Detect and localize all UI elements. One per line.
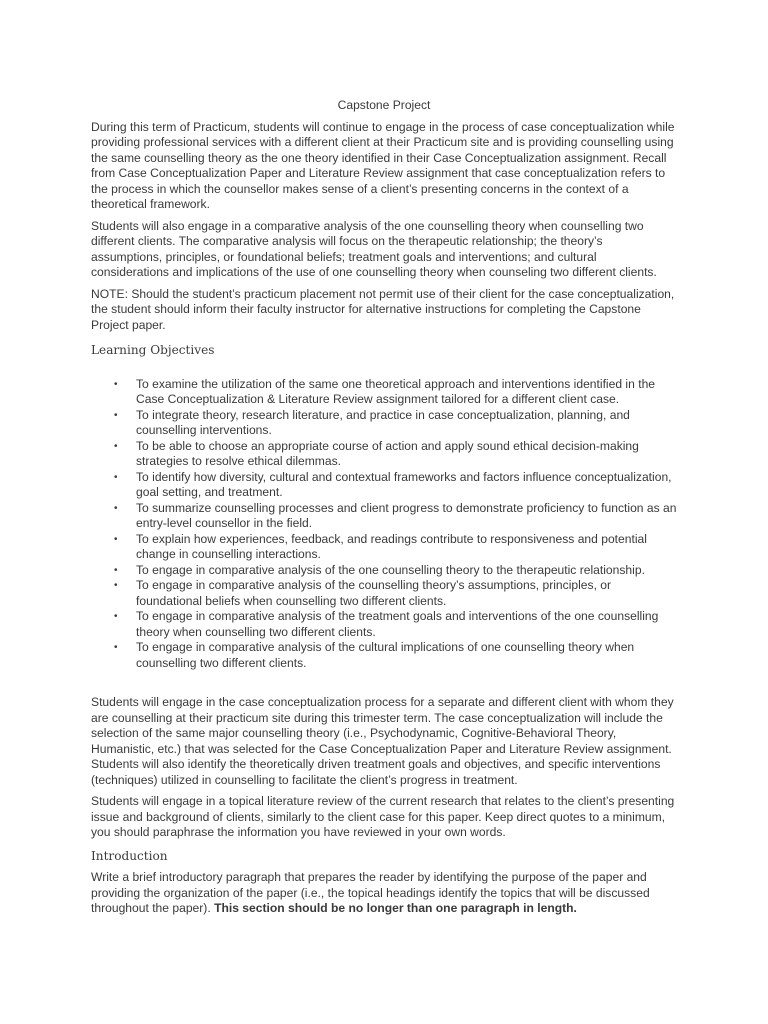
list-item bbox=[91, 640, 677, 671]
list-item bbox=[91, 439, 677, 470]
body-paragraph-1: Students will engage in the case conceptualization process for a separate and different client with whom they are counselling at their practicum site during this trimester term. The case conceptualization will include the selection of the same major counselling theory (i.e., Psychodynamic, Cognitive-Behavioral Theory, Humanistic, etc.) that was selected for the Case Conceptualization Paper and Literature Review assignment. Students will also identify the theoretically driven treatment goals and objectives, and specific interventions (techniques) utilized in counselling to facilitate the client’s progress in treatment. bbox=[91, 695, 674, 787]
list-item bbox=[91, 377, 677, 408]
list-item bbox=[91, 578, 677, 609]
list-item-text: To examine the utilization of the same one theoretical approach and interventions identified in the Case Conceptualization & Literature Review assignment tailored for a different client case. bbox=[136, 376, 656, 406]
bullet-icon: • bbox=[114, 642, 118, 653]
list-item bbox=[91, 470, 677, 501]
bullet-icon: • bbox=[114, 564, 118, 576]
introduction-heading: Introduction bbox=[91, 848, 168, 863]
list-item bbox=[91, 609, 677, 640]
learning-objectives-list bbox=[91, 377, 677, 672]
document-content bbox=[91, 98, 677, 923]
bullet-icon: • bbox=[114, 533, 118, 545]
bullet-icon: • bbox=[114, 440, 118, 452]
list-item bbox=[91, 501, 677, 532]
bullet-icon: • bbox=[114, 502, 118, 514]
body-paragraph-2: Students will engage in a topical literature review of the current research that relates to the client’s presenting issue and background of clients, similarly to the client case for this paper. Keep direct quotes to a minimum, you should paraphrase the information you have reviewed in your own words. bbox=[91, 794, 675, 839]
learning-objectives-heading: Learning Objectives bbox=[91, 343, 215, 357]
bullet-icon: • bbox=[114, 611, 118, 622]
bullet-icon: • bbox=[114, 409, 118, 421]
list-item-text: To engage in comparative analysis of the cultural implications of one counselling theory when counselling two different clients. bbox=[136, 640, 635, 670]
introduction-length-note: This section should be no longer than one paragraph in length. bbox=[214, 901, 577, 915]
document-title: Capstone Project bbox=[337, 98, 431, 112]
introduction-text: Write a brief introductory paragraph that prepares the reader by identifying the purpose of the paper and providing the organization of the paper (i.e., the topical headings identify the topics that will be discussed throughout the paper). bbox=[91, 870, 650, 915]
list-item-text: To summarize counselling processes and client progress to demonstrate proficiency to function as an entry-level counsellor in the field. bbox=[136, 500, 677, 530]
list-item bbox=[91, 408, 677, 439]
list-item bbox=[91, 532, 677, 563]
list-item-text: To explain how experiences, feedback, and readings contribute to responsiveness and potential change in counselling interactions. bbox=[136, 531, 647, 561]
note-paragraph: NOTE: Should the student’s practicum placement not permit use of their client for the case conceptualization, the student should inform their faculty instructor for alternative instructions for completing the Capstone Project paper. bbox=[91, 286, 675, 332]
bullet-icon: • bbox=[114, 580, 118, 591]
list-item-text: To engage in comparative analysis of the one counselling theory to the therapeutic relationship. bbox=[136, 562, 645, 577]
bullet-icon: • bbox=[114, 378, 118, 390]
list-item-text: To engage in comparative analysis of the counselling theory’s assumptions, principles, or foundational beliefs when counselling two different clients. bbox=[136, 578, 612, 608]
introduction-paragraph bbox=[91, 870, 677, 917]
list-item-text: To integrate theory, research literature, and practice in case conceptualization, planning, and counselling interventions. bbox=[136, 407, 630, 437]
list-item-text: To be able to choose an appropriate course of action and apply sound ethical decision-making strategies to resolve ethical dilemmas. bbox=[136, 438, 639, 468]
intro-paragraph-2: Students will also engage in a comparative analysis of the one counselling theory when counselling two different clients. The comparative analysis will focus on the therapeutic relationship; the theory’s assumptions, principles, or foundational beliefs; treatment goals and interventions; and cultural considerations and implications of the use of one counselling theory when counseling two different clients. bbox=[91, 218, 657, 279]
intro-paragraph-1: During this term of Practicum, students will continue to engage in the process of case conceptualization while providing professional services with a different client at their Practicum site and is providing counselling using the same counselling theory as the one theory identified in their Case Conceptualization assignment. Recall from Case Conceptualization Paper and Literature Review assignment that case conceptualization refers to the process in which the counsellor makes sense of a client’s presenting concerns in the context of a theoretical framework. bbox=[91, 119, 675, 211]
list-item-text: To identify how diversity, cultural and contextual frameworks and factors influence conceptualization, goal setting, and treatment. bbox=[136, 469, 672, 499]
bullet-icon: • bbox=[114, 471, 118, 483]
list-item bbox=[91, 563, 677, 579]
list-item-text: To engage in comparative analysis of the treatment goals and interventions of the one counselling theory when counselling two different clients. bbox=[136, 609, 659, 639]
